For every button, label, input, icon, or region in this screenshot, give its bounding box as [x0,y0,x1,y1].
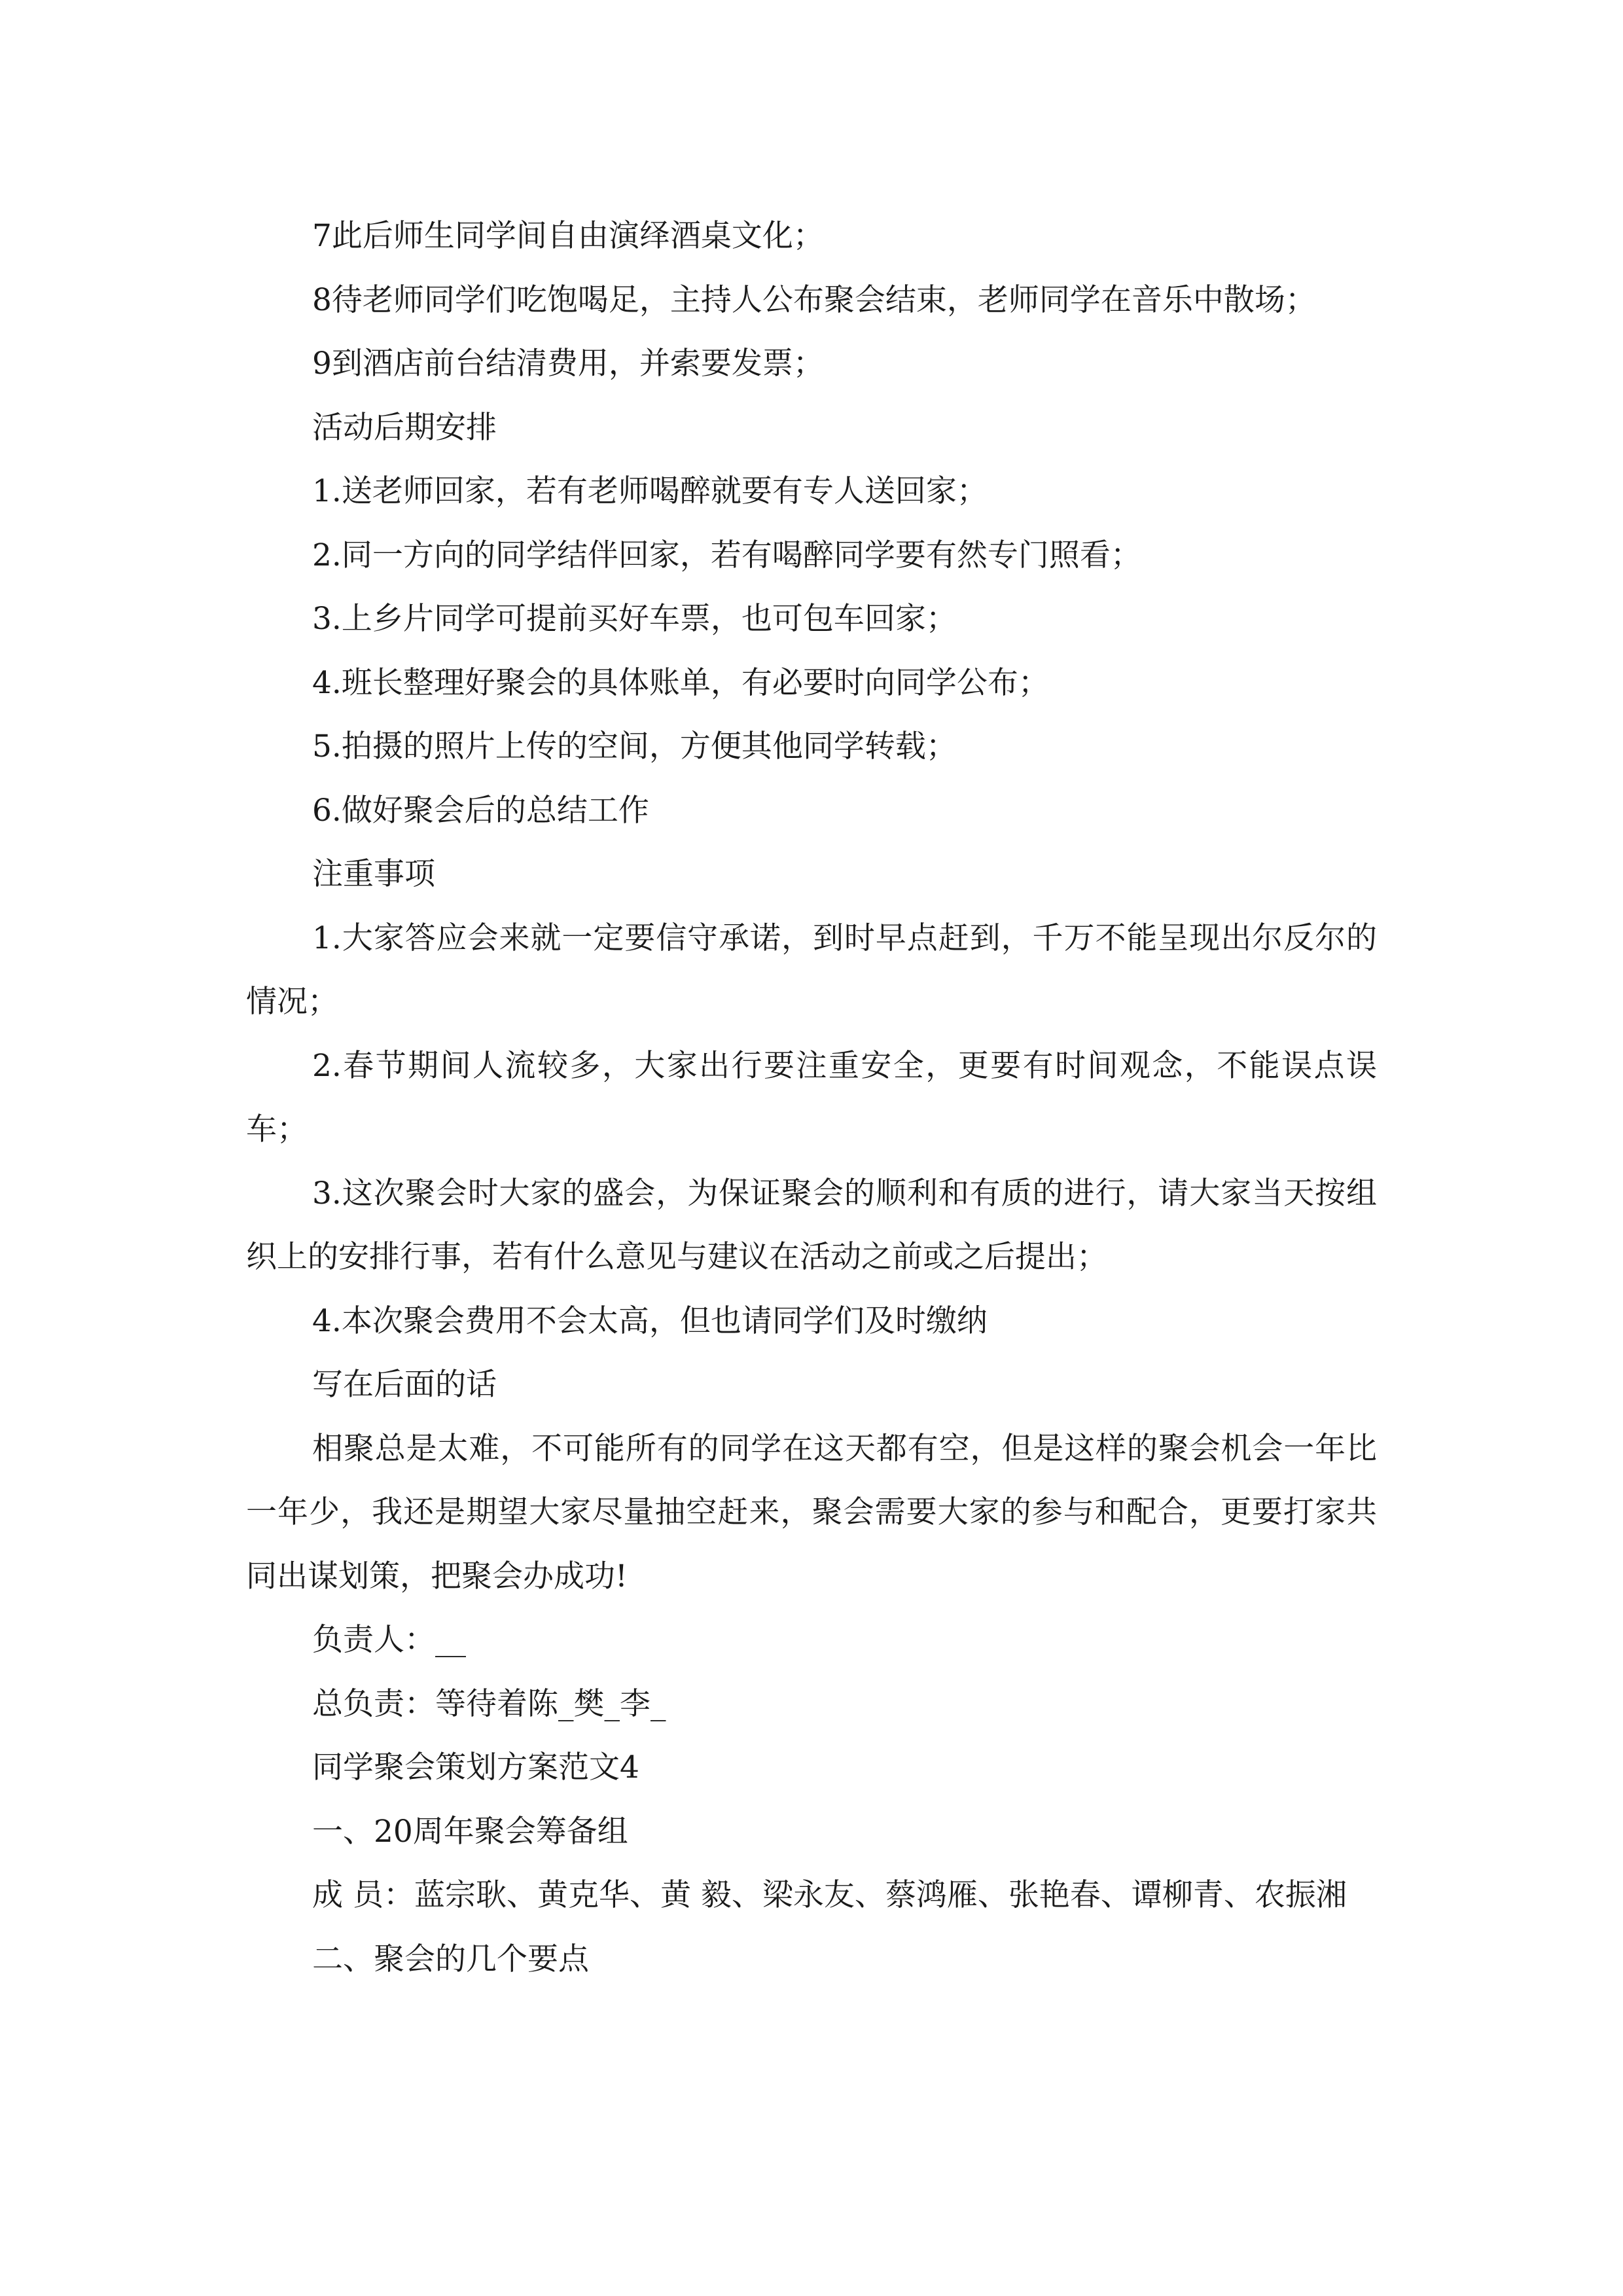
section-title-sample-4: 同学聚会策划方案范文4 [312,1749,639,1785]
paragraph-8: 4.班长整理好聚会的具体账单，有必要时向同学公布； [312,664,1049,701]
paragraph-12: 1.大家答应会来就一定要信守承诺，到时早点赶到，千万不能呈现出尔反尔的情况； [246,920,1377,1020]
paragraph-7: 3.上乡片同学可提前买好车票，也可包车回家； [312,601,957,637]
paragraph-10: 6.做好聚会后的总结工作 [312,792,649,829]
paragraph-13: 2.春节期间人流较多，大家出行要注重安全，更要有时间观念，不能误点误车； [246,1047,1377,1147]
paragraph-9: 5.拍摄的照片上传的空间，方便其他同学转载； [312,728,957,764]
section-heading-notes: 注重事项 [312,856,435,892]
paragraph-15: 4.本次聚会费用不会太高，但也请同学们及时缴纳 [312,1302,988,1339]
paragraph-2: 8待老师同学们吃饱喝足，主持人公布聚会结束，老师同学在音乐中散场； [312,281,1316,318]
chief-responsible: 总负责：等待着陈_樊_李_ [312,1685,666,1722]
committee-members: 成 员：蓝宗耿、黄克华、黄 毅、梁永友、蔡鸿雁、张艳春、谭柳青、农振湘 [312,1877,1347,1913]
paragraph-5: 1.送老师回家，若有老师喝醉就要有专人送回家； [312,473,988,509]
paragraph-3: 9到酒店前台结清费用，并索要发票； [312,346,824,382]
responsible-person: 负责人：__ [312,1622,466,1658]
paragraph-1: 7此后师生同学间自由演绎酒桌文化； [312,218,824,254]
section-heading-post-event: 活动后期安排 [312,409,497,446]
section-heading-key-points: 二、聚会的几个要点 [312,1941,589,1977]
document-body [246,204,1377,1991]
paragraph-17: 相聚总是太难，不可能所有的同学在这天都有空，但是这样的聚会机会一年比一年少，我还是期望大家尽量抽空赶来，聚会需要大家的参与和配合，更要打家共同出谋划策，把聚会办成功! [246,1430,1377,1594]
paragraph-14: 3.这次聚会时大家的盛会，为保证聚会的顺利和有质的进行，请大家当天按组织上的安排行事，若有什么意见与建议在活动之前或之后提出； [246,1175,1377,1275]
paragraph-6: 2.同一方向的同学结伴回家，若有喝醉同学要有然专门照看； [312,537,1141,573]
section-heading-committee: 一、20周年聚会筹备组 [312,1813,628,1850]
section-heading-afterword: 写在后面的话 [312,1367,497,1403]
